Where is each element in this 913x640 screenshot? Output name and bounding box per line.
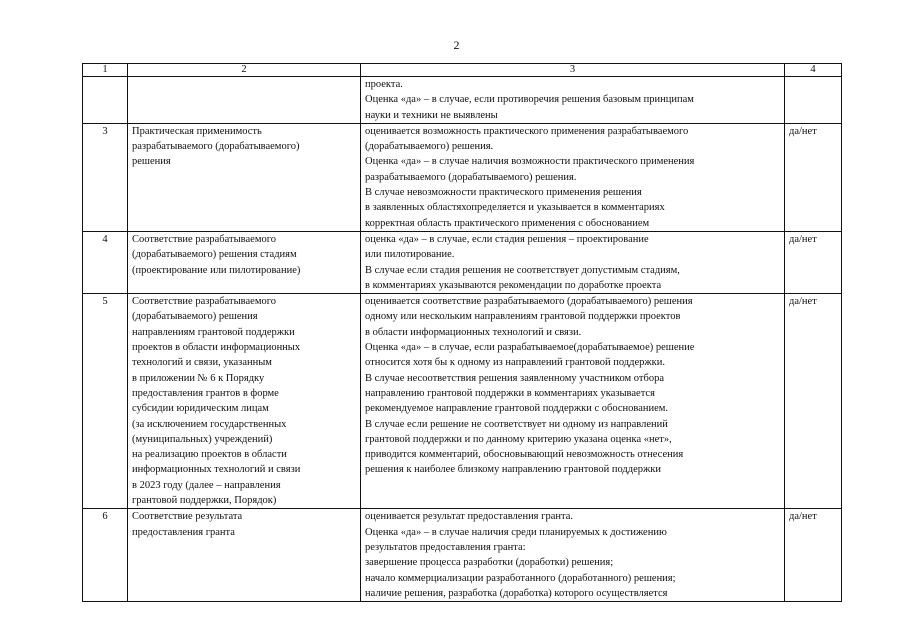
criterion-line: Соответствие разрабатываемого [132, 233, 277, 245]
desc-line: разрабатываемого (дорабатываемого) решения. [365, 171, 577, 183]
table-row [83, 231, 842, 293]
desc-line: завершение процесса разработки (доработки) решения; [365, 557, 614, 569]
description-cell [361, 509, 785, 602]
criterion-cell [128, 509, 361, 602]
desc-line: В случае если решение не соответствует ни одному из направлений [365, 418, 668, 430]
desc-line: (дорабатываемого) решения. [365, 141, 494, 153]
desc-line: В случае если стадия решения не соответствует допустимым стадиям, [365, 264, 680, 276]
criterion-line: информационных технологий и связи [132, 464, 301, 476]
continuation-desc-cell [361, 77, 785, 124]
criterion-line: Соответствие разрабатываемого [132, 296, 277, 308]
desc-line: начало коммерциализации разработанного (доработанного) решения; [365, 572, 676, 584]
criterion-line: Практическая применимость [132, 125, 262, 137]
desc-line: рекомендуемое направление грантовой поддержки с обоснованием. [365, 403, 669, 415]
desc-line: наличие решения, разработка (доработка) которого осуществляется [365, 587, 668, 599]
desc-line: В случае невозможности практического применения решения [365, 187, 642, 199]
criterion-line: предоставления грантов в форме [132, 387, 279, 399]
desc-line: проекта. [365, 79, 403, 90]
desc-line: решения к наиболее близкому направлению грантовой поддержки [365, 464, 661, 476]
table-row [83, 509, 842, 602]
desc-line: в комментариях указываются рекомендации по доработке проекта [365, 279, 662, 291]
desc-line: оценивается соответствие разрабатываемого (дорабатываемого) решения [365, 296, 693, 308]
header-row [83, 64, 842, 77]
desc-line: Оценка «да» – в случае, если противоречия решения базовым принципам [365, 94, 694, 106]
table-row-continuation [83, 77, 842, 124]
criterion-cell [128, 294, 361, 509]
row-number: 5 [83, 294, 128, 509]
desc-line: относится хотя бы к одному из направлений грантовой поддержки. [365, 357, 665, 369]
continuation-criterion-cell [128, 77, 361, 124]
row-number: 6 [83, 509, 128, 602]
criteria-table [82, 63, 842, 602]
continuation-num-cell [83, 77, 128, 124]
desc-line: корректная область практического применения с обоснованием [365, 217, 650, 229]
criterion-line: субсидии юридическим лицам [132, 403, 269, 415]
desc-line: в области информационных технологий и связи. [365, 326, 582, 338]
desc-line: направлению грантовой поддержки в комментариях указывается [365, 387, 655, 399]
criterion-line: (дорабатываемого) решения [132, 311, 258, 323]
criterion-line: в приложении № 6 к Порядку [132, 372, 265, 384]
criterion-line: грантовой поддержки, Порядок) [132, 495, 277, 507]
criterion-line: Соответствие результата [132, 511, 243, 523]
description-cell [361, 123, 785, 231]
criterion-line: разрабатываемого (дорабатываемого) [132, 141, 300, 153]
desc-line: одному или нескольким направлениям грантовой поддержки проектов [365, 311, 681, 323]
score-cell: да/нет [785, 509, 842, 602]
desc-line: результатов предоставления гранта: [365, 541, 526, 553]
criterion-line: в 2023 году (далее – направления [132, 479, 281, 491]
score-cell: да/нет [785, 294, 842, 509]
desc-line: Оценка «да» – в случае, если разрабатываемое(дорабатываемое) решение [365, 342, 695, 354]
desc-line: оценивается возможность практического применения разрабатываемого [365, 125, 689, 137]
criterion-line: (проектирование или пилотирование) [132, 264, 301, 276]
criterion-line: технологий и связи, указанным [132, 357, 272, 369]
score-cell: да/нет [785, 231, 842, 293]
continuation-score-cell [785, 77, 842, 124]
header-col-1: 1 [83, 64, 128, 77]
desc-line: или пилотирование. [365, 249, 455, 261]
criterion-line: решения [132, 156, 171, 168]
score-cell: да/нет [785, 123, 842, 231]
desc-line: Оценка «да» – в случае наличия возможности практического применения [365, 156, 695, 168]
row-number: 4 [83, 231, 128, 293]
criterion-cell [128, 123, 361, 231]
description-cell [361, 294, 785, 509]
desc-line: оценка «да» – в случае, если стадия решения – проектирование [365, 233, 649, 245]
desc-line: В случае несоответствия решения заявленному участником отбора [365, 372, 664, 384]
criterion-line: (дорабатываемого) решения стадиям [132, 249, 297, 261]
desc-line: оценивается результат предоставления гранта. [365, 511, 573, 523]
header-col-3: 3 [361, 64, 785, 77]
desc-line: грантовой поддержки и по данному критерию указана оценка «нет», [365, 433, 672, 445]
row-number: 3 [83, 123, 128, 231]
criterion-line: предоставления гранта [132, 526, 235, 538]
page-number: 2 [453, 38, 460, 52]
criterion-line: направлениям грантовой поддержки [132, 326, 295, 338]
description-cell [361, 231, 785, 293]
desc-line: науки и техники не выявлены [365, 109, 498, 121]
table-row [83, 294, 842, 509]
desc-line: приводится комментарий, обосновывающий невозможность отнесения [365, 449, 684, 461]
table-row [83, 123, 842, 231]
desc-line: Оценка «да» – в случае наличия среди планируемых к достижению [365, 526, 667, 538]
criterion-cell [128, 231, 361, 293]
header-col-2: 2 [128, 64, 361, 77]
header-col-4: 4 [785, 64, 842, 77]
criterion-line: (муниципальных) учреждений) [132, 433, 273, 445]
criterion-line: (за исключением государственных [132, 418, 287, 430]
desc-line: в заявленных областяхопределяется и указывается в комментариях [365, 202, 665, 214]
criterion-line: проектов в области информационных [132, 342, 301, 354]
criterion-line: на реализацию проектов в области [132, 449, 287, 461]
